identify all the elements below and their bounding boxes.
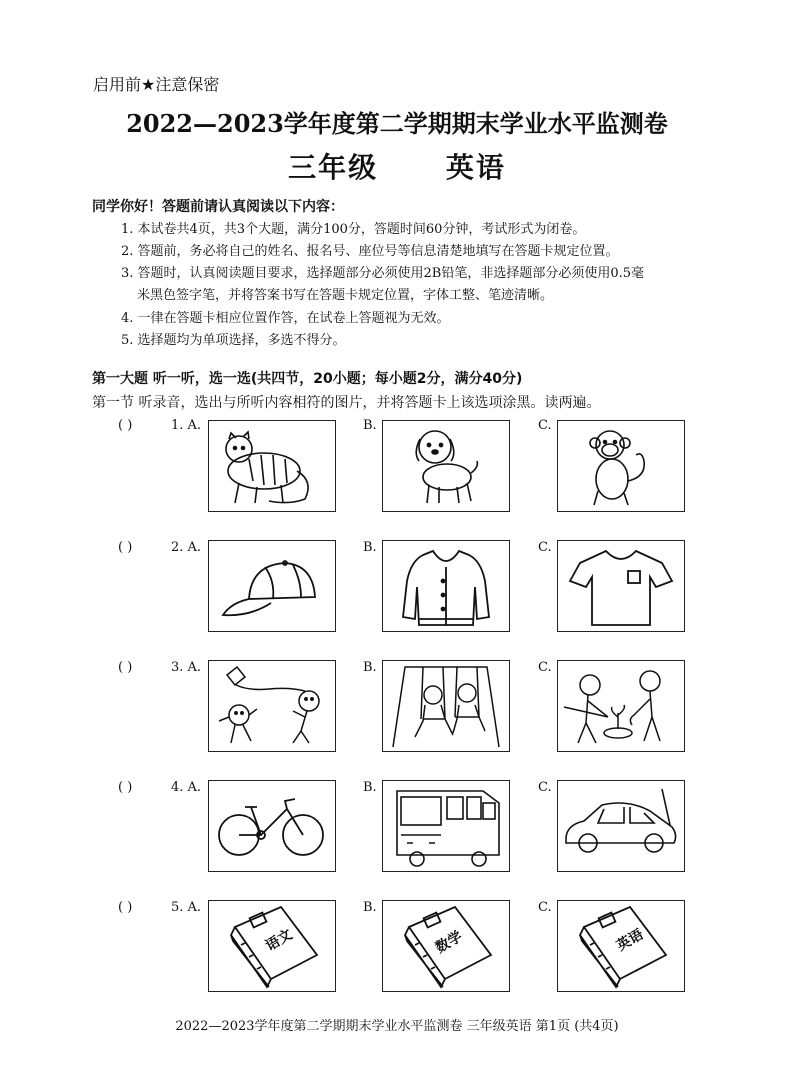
option-4a-bike[interactable] [208, 780, 336, 872]
option-1b-dog[interactable] [382, 420, 510, 512]
option-3c-label: C. [538, 660, 552, 675]
book-label-math: 数学 [433, 928, 466, 957]
sweater-icon [383, 541, 508, 630]
notice-item-2: 2. 答题前，务必将自己的姓名、报名号、座位号等信息清楚地填写在答题卡规定位置。 [121, 244, 619, 259]
page-footer: 2022—2023学年度第二学期期末学业水平监测卷 三年级英语 第1页 (共4页) [175, 1019, 619, 1034]
option-2b-sweater[interactable] [382, 540, 510, 632]
option-3b-swing[interactable] [382, 660, 510, 752]
answer-bracket-3[interactable]: ( ) [118, 660, 133, 675]
option-2b-label: B. [363, 540, 377, 555]
option-1c-label: C. [538, 418, 552, 433]
option-4c-car[interactable] [557, 780, 685, 872]
fly-kite-icon [209, 661, 334, 750]
section1-instruction: 第一节 听录音，选出与所听内容相符的图片，并将答题卡上该选项涂黑。读两遍。 [92, 395, 601, 411]
option-3c-plant-tree[interactable] [557, 660, 685, 752]
answer-bracket-1[interactable]: ( ) [118, 418, 133, 433]
subject-label: 英语 [445, 151, 506, 184]
question-number-3: 3. A. [171, 660, 202, 675]
answer-bracket-2[interactable]: ( ) [118, 540, 133, 555]
dog-icon [383, 421, 508, 510]
option-5c-english-book[interactable] [557, 900, 685, 992]
notice-item-3-line2: 米黑色签字笔，并将答案书写在答题卡规定位置，字体工整、笔迹清晰。 [137, 288, 554, 303]
monkey-icon [558, 421, 683, 510]
option-1c-monkey[interactable] [557, 420, 685, 512]
book-label-chinese: 语文 [263, 926, 296, 955]
t-shirt-icon [558, 541, 683, 630]
option-5b-math-book[interactable] [382, 900, 510, 992]
option-5b-label: B. [363, 900, 377, 915]
book-icon [383, 901, 508, 990]
notice-item-1: 1. 本试卷共4页，共3个大题，满分100分，答题时间60分钟，考试形式为闭卷。 [121, 222, 586, 237]
option-1a-tiger[interactable] [208, 420, 336, 512]
answer-bracket-5[interactable]: ( ) [118, 900, 133, 915]
option-2c-tshirt[interactable] [557, 540, 685, 632]
exam-subtitle [0, 146, 794, 186]
car-icon [558, 781, 683, 870]
bike-icon [209, 781, 334, 870]
option-1b-label: B. [363, 418, 377, 433]
swing-icon [383, 661, 508, 750]
option-5c-label: C. [538, 900, 552, 915]
notice-heading: 同学你好！答题前请认真阅读以下内容： [92, 199, 344, 215]
option-4b-label: B. [363, 780, 377, 795]
option-3b-label: B. [363, 660, 377, 675]
exam-title: 2022—2023学年度第二学期期末学业水平监测卷 [126, 109, 668, 138]
answer-bracket-4[interactable]: ( ) [118, 780, 133, 795]
bus-icon [383, 781, 508, 870]
question-number-4: 4. A. [171, 780, 202, 795]
notice-item-4: 4. 一律在答题卡相应位置作答，在试卷上答题视为无效。 [121, 311, 450, 326]
option-2c-label: C. [538, 540, 552, 555]
option-4c-label: C. [538, 780, 552, 795]
cap-icon [209, 541, 334, 630]
grade-label: 三年级 [288, 151, 379, 184]
tiger-icon [209, 421, 334, 510]
book-label-english: 英语 [614, 926, 647, 955]
option-5a-chinese-book[interactable] [208, 900, 336, 992]
question-number-2: 2. A. [171, 540, 202, 555]
confidential-note: 启用前★注意保密 [93, 75, 220, 94]
notice-item-3 [121, 263, 721, 307]
question-number-5: 5. A. [171, 900, 202, 915]
plant-tree-icon [558, 661, 683, 750]
notice-item-3-line1: 3. 答题时，认真阅读题目要求，选择题部分必须使用2B铅笔，非选择题部分必须使用0.5毫 [121, 266, 645, 281]
part1-heading: 第一大题 听一听，选一选(共四节，20小题；每小题2分，满分40分) [92, 371, 523, 387]
notice-item-5: 5. 选择题均为单项选择，多选不得分。 [121, 333, 346, 348]
question-number-1: 1. A. [171, 418, 202, 433]
option-4b-bus[interactable] [382, 780, 510, 872]
option-3a-fly-kite[interactable] [208, 660, 336, 752]
book-icon [558, 901, 683, 990]
option-2a-cap[interactable] [208, 540, 336, 632]
book-icon [209, 901, 334, 990]
